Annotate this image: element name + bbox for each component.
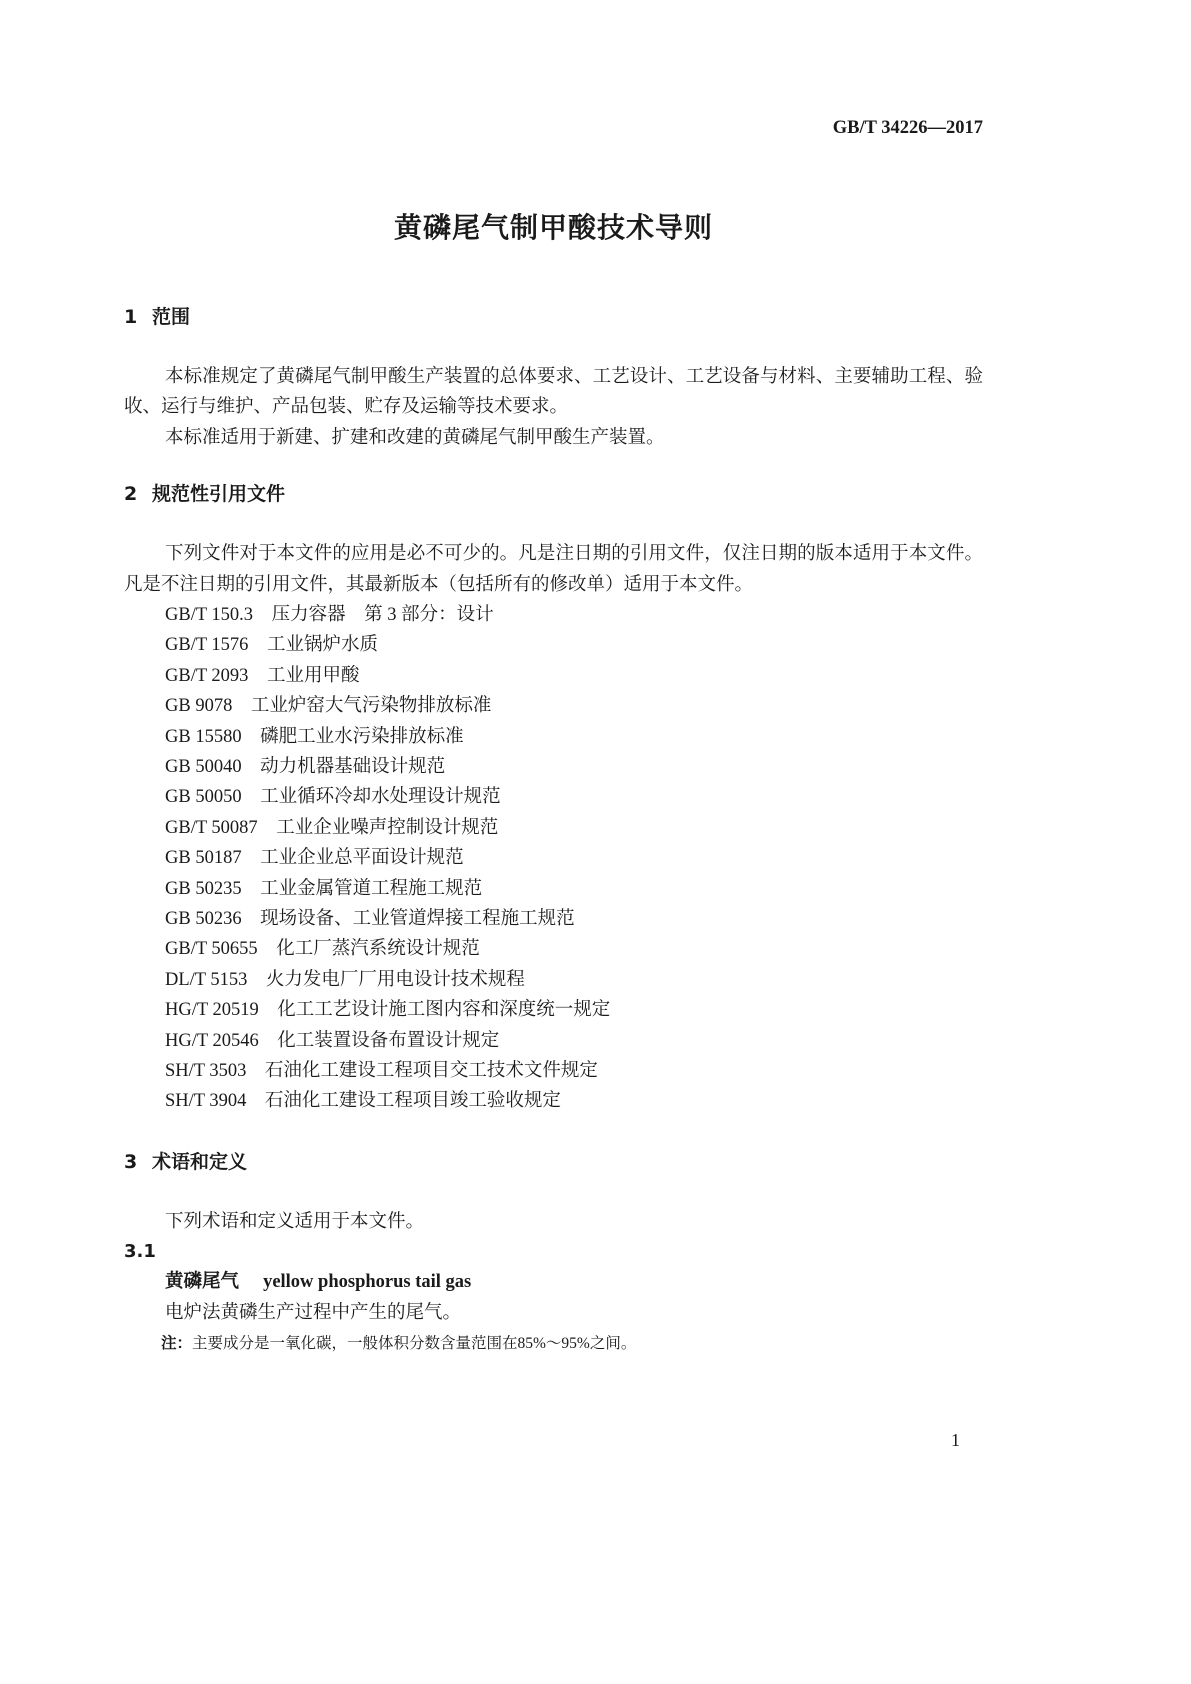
reference-code: SH/T 3503 [165,1060,247,1081]
reference-item [124,843,983,873]
reference-item [124,965,983,995]
reference-code: GB/T 2093 [165,665,249,686]
reference-title: 动力机器基础设计规范 [260,756,446,777]
term-definition: 电炉法黄磷生产过程中产生的尾气。 [165,1302,462,1323]
reference-code: GB 50235 [165,878,242,899]
section-number: 1 [124,306,138,328]
paragraph: 下列术语和定义适用于本文件。 [165,1211,425,1232]
reference-title: 化工工艺设计施工图内容和深度统一规定 [277,1000,611,1021]
reference-code: GB/T 1576 [165,635,249,656]
reference-item [124,1026,983,1056]
reference-item [124,904,983,934]
reference-code: DL/T 5153 [165,969,248,990]
reference-list [124,600,983,1117]
term-chinese: 黄磷尾气 [165,1271,240,1293]
reference-item [124,1086,983,1116]
reference-title: 石油化工建设工程项目竣工验收规定 [264,1091,561,1112]
reference-item [124,752,983,782]
reference-code: GB 15580 [165,726,242,747]
term-number: 3.1 [124,1241,156,1263]
reference-title: 工业企业总平面设计规范 [260,848,464,869]
section-title: 规范性引用文件 [152,483,286,506]
page-number: 1 [951,1430,960,1450]
reference-item [124,691,983,721]
reference-title: 工业循环冷却水处理设计规范 [260,787,501,808]
note-label: 注： [161,1334,193,1353]
reference-title: 工业锅炉水质 [266,635,378,656]
reference-title: 现场设备、工业管道焊接工程施工规范 [260,908,575,929]
reference-item [124,630,983,660]
reference-item [124,1056,983,1086]
term-note [124,1328,983,1358]
reference-title: 工业企业噪声控制设计规范 [276,817,499,838]
section-heading-scope [124,302,983,332]
paragraph: 本标准规定了黄磷尾气制甲酸生产装置的总体要求、工艺设计、工艺设备与材料、主要辅助工程、验收、运行与维护、产品包装、贮存及运输等技术要求。 [124,367,983,418]
reference-code: SH/T 3904 [165,1091,247,1112]
reference-title: 工业用甲酸 [266,665,360,686]
paragraph: 本标准适用于新建、扩建和改建的黄磷尾气制甲酸生产装置。 [165,427,665,448]
document-title: 黄磷尾气制甲酸技术导则 [393,211,713,244]
reference-code: GB 50050 [165,787,242,808]
reference-code: GB 50187 [165,848,242,869]
reference-item [124,661,983,691]
note-text: 主要成分是一氧化碳，一般体积分数含量范围在85%～95%之间。 [192,1335,637,1353]
reference-code: GB 9078 [165,696,233,717]
section-title: 术语和定义 [152,1150,248,1173]
reference-title: 火力发电厂厂用电设计技术规程 [265,969,525,990]
reference-code: GB 50236 [165,908,242,929]
term-english: yellow phosphorus tail gas [263,1272,472,1293]
document-body [124,302,983,1359]
reference-code: GB/T 150.3 [165,605,254,626]
reference-title: 工业金属管道工程施工规范 [260,878,483,899]
reference-code: HG/T 20546 [165,1030,259,1051]
term-entry [124,1267,983,1297]
reference-item [124,722,983,752]
paragraph: 下列文件对于本文件的应用是必不可少的。凡是注日期的引用文件，仅注日期的版本适用于本文件。凡是不注日期的引用文件，其最新版本（包括所有的修改单）适用于本文件。 [124,544,983,595]
standard-number: GB/T 34226—2017 [832,118,983,138]
reference-title: 压力容器 第 3 部分：设计 [271,605,494,626]
reference-title: 工业炉窑大气污染物排放标准 [250,696,492,717]
section-heading-normative-references [124,479,983,509]
reference-code: GB/T 50087 [165,817,258,838]
section-title: 范围 [152,306,191,328]
reference-title: 化工厂蒸汽系统设计规范 [276,939,480,960]
reference-code: HG/T 20519 [165,1000,259,1021]
reference-code: GB/T 50655 [165,939,258,960]
reference-item [124,995,983,1025]
reference-title: 化工装置设备布置设计规定 [277,1030,500,1051]
section-number: 2 [124,483,138,506]
section-number: 3 [124,1150,138,1173]
reference-item [124,782,983,812]
reference-item [124,600,983,630]
reference-item [124,934,983,964]
section-heading-terms-and-definitions [124,1147,983,1177]
reference-item [124,874,983,904]
reference-item [124,813,983,843]
reference-title: 磷肥工业水污染排放标准 [260,726,464,747]
reference-title: 石油化工建设工程项目交工技术文件规定 [264,1060,598,1081]
reference-code: GB 50040 [165,756,242,777]
